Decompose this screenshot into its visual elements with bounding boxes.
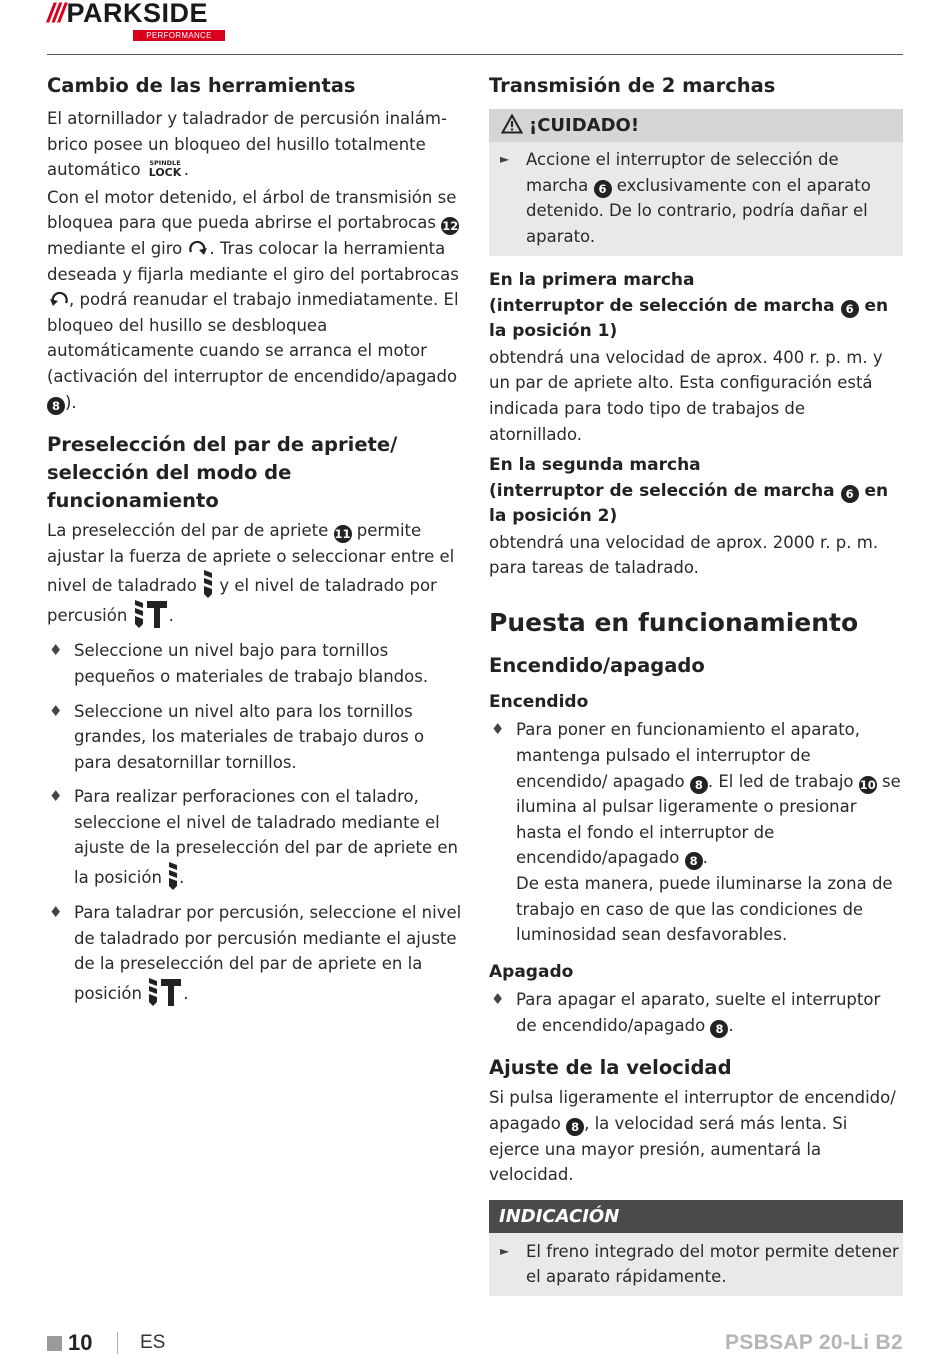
second-gear-text: obtendrá una velocidad de aprox. 2000 r. p. m. para tareas de taladrado.: [489, 532, 879, 578]
brand-logo: [47, 0, 212, 40]
brand-name: PARKSIDE: [66, 0, 209, 28]
caution-header: ¡CUIDADO!: [489, 109, 903, 142]
heading-on-off: Encendido/apagado: [489, 653, 705, 677]
callout-number: 10: [859, 777, 876, 792]
note-text: ► El freno integrado del motor permite detener el aparato rápidamente.: [489, 1239, 903, 1290]
drill-mode-icon: [202, 569, 214, 599]
rotate-clockwise-icon: [188, 239, 210, 257]
note-header: INDICACIÓN: [489, 1200, 903, 1233]
first-gear-text: obtendrá una velocidad de aprox. 400 r. p. m. y un par de apriete alto. Esta configuración está indicada para todo tipo de trabajos de atornillado.: [489, 347, 883, 444]
heading-torque-preselection: Preselección del par de apriete/ selección del modo de funcionamiento: [47, 433, 398, 513]
heading-tool-change: Cambio de las herramientas: [47, 74, 356, 97]
speed-text: Si pulsa ligeramente el interruptor de encendido/ apagado 8 , la velocidad será más lenta. Si ejerce una mayor presión, aumentará la velocidad.: [489, 1088, 896, 1185]
footer-square-marker: [47, 1336, 62, 1351]
spindle-lock-icon: [146, 158, 184, 178]
callout-number: 8: [690, 776, 708, 794]
callout-number: 8: [685, 852, 703, 870]
second-gear-heading: En la segunda marcha (interruptor de selección de marcha 6 en la posición 2): [489, 455, 889, 527]
callout-number: 12: [442, 219, 459, 234]
rotate-counterclockwise-icon: [47, 290, 69, 308]
heading-switch-on: Encendido: [489, 691, 589, 712]
list-item: ♦ Seleccione un nivel alto para los tornillos grandes, los materiales de trabajo duros o para desatornillar tornillos.: [47, 699, 463, 776]
footer-divider: [117, 1332, 118, 1354]
callout-number: 8: [47, 397, 65, 415]
language-code: ES: [140, 1332, 166, 1353]
heading-switch-off: Apagado: [489, 961, 574, 982]
note-box: [489, 1200, 903, 1296]
list-item: ♦ Para realizar perforaciones con el taladro, seleccione el nivel de taladrado mediante el ajuste de la preselección del par de apriete en la posición .: [47, 784, 463, 891]
torque-bullets: [47, 638, 463, 1007]
hammer-drill-mode-icon: [133, 599, 169, 629]
heading-2-speed-gear: Transmisión de 2 marchas: [489, 74, 776, 97]
paragraph-chuck-open: Con el motor detenido, el árbol de transmisión se bloquea para que pueda abrirse el portabrocas 12 mediante el giro . Tras colocar la herramienta deseada y fijarla mediante el giro del portabrocas , podrá reanudar el trabajo inmediatamente. El bloqueo del husillo se desbloquea automáticamente cuando se arranca el motor (activación del interruptor de encendido/apagado 8 ).: [47, 187, 459, 413]
caution-box: [489, 109, 903, 256]
list-item: ♦ Para poner en funcionamiento el aparato, mantenga pulsado el interruptor de encendido/ apagado 8 . El led de trabajo 10 se ilumina al pulsar ligeramente o presionar hasta el fondo el interruptor de encendido/apagado 8 . De esta manera, puede iluminarse la zona de trabajo en caso de que las condiciones de luminosidad sean desfavorables.: [489, 717, 903, 947]
callout-number: 11: [334, 527, 351, 542]
paragraph-spindle-lock: El atornillador y taladrador de percusión inalámbrico posee un bloqueo del husillo totalmente automático SPINDLE LOCK .: [47, 109, 447, 180]
callout-number: 6: [841, 300, 859, 318]
drill-mode-icon: [167, 861, 179, 891]
hammer-drill-mode-icon: [147, 977, 183, 1007]
heading-speed-adjust: Ajuste de la velocidad: [489, 1056, 732, 1080]
first-gear-heading: En la primera marcha (interruptor de selección de marcha 6 en la posición 1): [489, 270, 889, 342]
logo-slashes: ///: [47, 0, 64, 28]
right-column: [489, 72, 903, 1296]
callout-number: 6: [841, 485, 859, 503]
page-number: 10: [68, 1330, 93, 1355]
page-footer: [47, 1328, 903, 1358]
paragraph-torque: La preselección del par de apriete 11 permite ajustar la fuerza de apriete o seleccionar entre el nivel de taladrado y el nivel de taladrado por percusión .: [47, 518, 463, 629]
list-item: ♦ Seleccione un nivel bajo para tornillos pequeños o materiales de trabajo blandos.: [47, 638, 463, 689]
brand-subtitle: PERFORMANCE: [133, 30, 225, 41]
warning-triangle-icon: [501, 112, 523, 132]
heading-start-up: Puesta en funcionamiento: [489, 607, 859, 637]
page-header: [47, 0, 903, 55]
list-item: ♦ Para taladrar por percusión, seleccione el nivel de taladrado por percusión mediante el ajuste de la preselección del par de apriete en la posición .: [47, 900, 463, 1007]
list-item: ♦ Para apagar el aparato, suelte el interruptor de encendido/apagado 8 .: [489, 987, 903, 1038]
model-name: PSBSAP 20-Li B2: [724, 1331, 903, 1354]
callout-number: 8: [710, 1020, 728, 1038]
svg-text:SPINDLE: SPINDLE: [149, 159, 181, 168]
callout-number: 6: [594, 180, 612, 198]
svg-text:LOCK: LOCK: [148, 166, 182, 179]
caution-text: ► Accione el interruptor de selección de marcha 6 exclusivamente con el aparato detenido. De lo contrario, podría dañar el aparato.: [489, 147, 903, 249]
left-column: [47, 72, 463, 1007]
callout-number: 8: [566, 1118, 584, 1136]
